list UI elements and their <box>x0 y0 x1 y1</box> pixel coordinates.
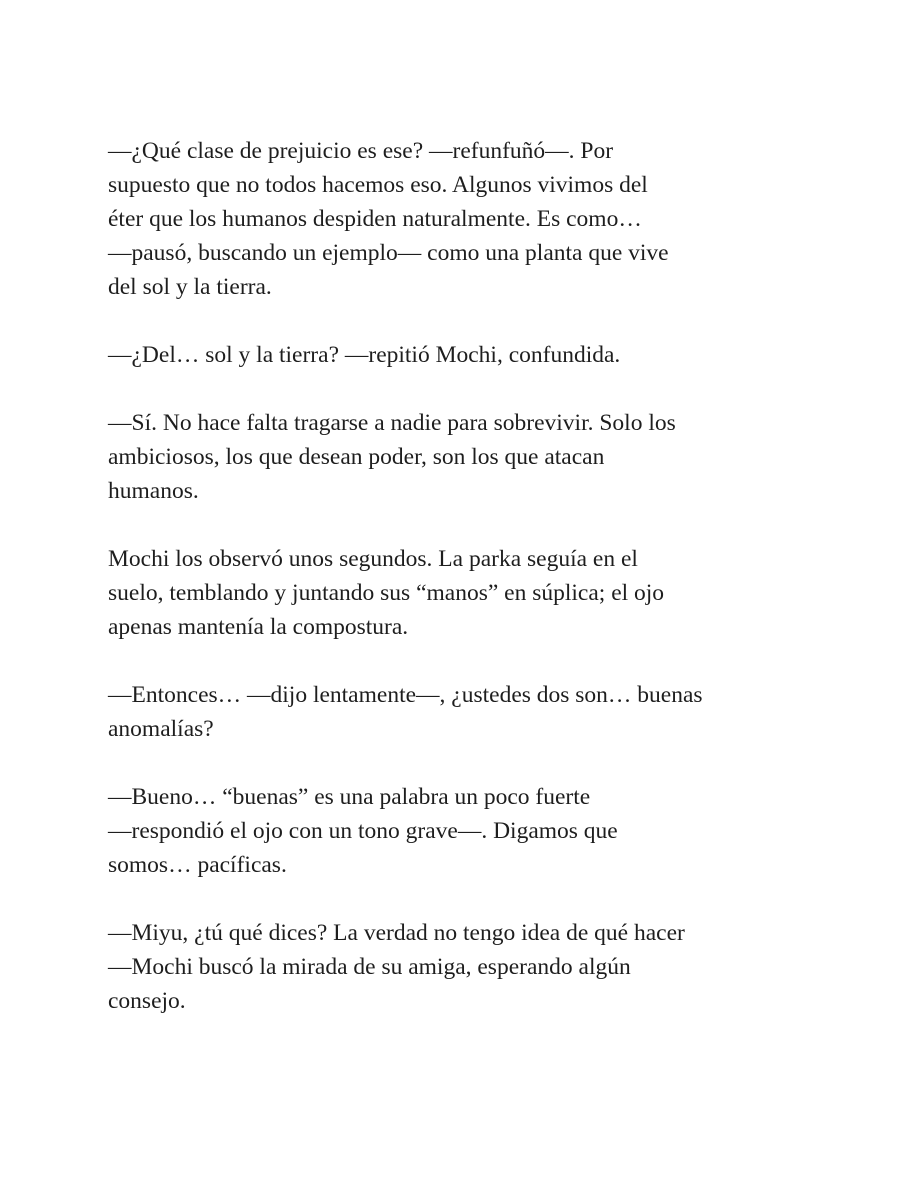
paragraph-2 <box>108 338 798 372</box>
paragraph-5 <box>108 678 798 746</box>
text-line: —Miyu, ¿tú qué dices? La verdad no tengo idea de qué hacer <box>108 920 685 946</box>
document-page <box>108 134 798 1052</box>
paragraph-4 <box>108 542 798 644</box>
paragraph-6 <box>108 780 798 882</box>
text-line: suelo, temblando y juntando sus “manos” en súplica; el ojo <box>108 580 665 606</box>
text-line: —Mochi buscó la mirada de su amiga, esperando algún <box>108 954 631 980</box>
text-line: —¿Qué clase de prejuicio es ese? —refunfuñó—. Por <box>108 138 614 164</box>
text-line: —pausó, buscando un ejemplo— como una planta que vive <box>108 240 669 266</box>
text-line: éter que los humanos despiden naturalmente. Es como… <box>108 206 642 232</box>
paragraph-3 <box>108 406 798 508</box>
text-line: anomalías? <box>108 716 214 742</box>
text-line: —Entonces… —dijo lentamente—, ¿ustedes dos son… buenas <box>108 682 703 708</box>
text-line: ambiciosos, los que desean poder, son los que atacan <box>108 444 605 470</box>
text-line: —Sí. No hace falta tragarse a nadie para sobrevivir. Solo los <box>108 410 676 436</box>
text-line: supuesto que no todos hacemos eso. Algunos vivimos del <box>108 172 648 198</box>
text-line: apenas mantenía la compostura. <box>108 614 409 640</box>
text-line: —¿Del… sol y la tierra? —repitió Mochi, confundida. <box>108 342 621 368</box>
text-line: consejo. <box>108 988 186 1014</box>
text-line: del sol y la tierra. <box>108 274 272 300</box>
text-line: somos… pacíficas. <box>108 852 287 878</box>
paragraph-1 <box>108 134 798 304</box>
text-line: —respondió el ojo con un tono grave—. Digamos que <box>108 818 618 844</box>
text-line: humanos. <box>108 478 199 504</box>
text-line: —Bueno… “buenas” es una palabra un poco fuerte <box>108 784 591 810</box>
paragraph-7 <box>108 916 798 1018</box>
text-line: Mochi los observó unos segundos. La parka seguía en el <box>108 546 638 572</box>
